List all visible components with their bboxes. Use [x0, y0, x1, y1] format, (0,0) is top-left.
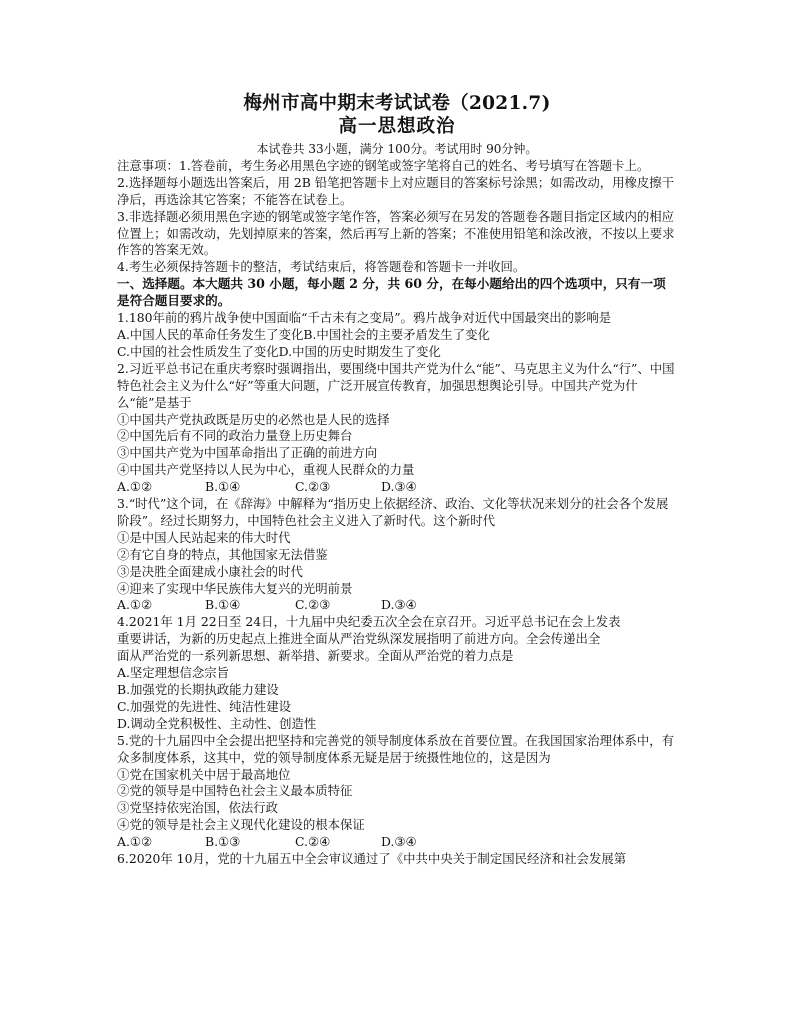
- q2-options: [117, 479, 677, 496]
- note-2: 2.选择题每小题选出答案后，用 2B 铅笔把答题卡上对应题目的答案标号涂黑；如需改动，用橡皮擦干净后，再选涂其它答案；不能答在试卷上。: [117, 174, 675, 207]
- q1-stem: 1.180年前的鸦片战争使中国面临“千古未有之变局”。鸦片战争对近代中国最突出的影响是: [117, 310, 612, 326]
- exam-content: [117, 93, 677, 868]
- q2-item-1: ①中国共产党执政既是历史的必然也是人民的选择: [117, 411, 390, 427]
- q1-option-d: D.中国的历史时期发生了变化: [278, 343, 441, 359]
- q4-option-c: C.加强党的先进性、纯洁性建设: [117, 698, 292, 714]
- q3-item-3: ③是决胜全面建成小康社会的时代: [117, 563, 303, 579]
- q2-option-b: B.①④: [205, 479, 241, 495]
- note-4: 4.考生必须保持答题卡的整洁，考试结束后，将答题卷和答题卡一并收回。: [117, 259, 526, 275]
- q1-options-row-2: [117, 344, 677, 361]
- q1-option-c: C.中国的社会性质发生了变化: [117, 343, 279, 359]
- q4-option-a: A.坚定理想信念宗旨: [117, 665, 230, 681]
- q2-option-d: D.③④: [381, 479, 417, 495]
- q2-item-4: ④中国共产党坚持以人民为中心，重视人民群众的力量: [117, 462, 415, 478]
- q1-option-a: A.中国人民的革命任务发生了变化: [117, 326, 304, 342]
- exam-title: 梅州市高中期末考试试卷（2021.7): [243, 93, 551, 114]
- q5-item-4: ④党的领导是社会主义现代化建设的根本保证: [117, 817, 365, 833]
- q3-option-d: D.③④: [381, 597, 417, 613]
- q2-option-c: C.②③: [295, 479, 331, 495]
- q6-stem: 6.2020年 10月，党的十九届五中全会审议通过了《中共中央关于制定国民经济和社会发展第: [117, 851, 627, 867]
- q3-item-2: ②有它自身的特点，其他国家无法借鉴: [117, 546, 328, 562]
- q3-option-a: A.①②: [117, 597, 153, 613]
- q5-option-b: B.①③: [205, 834, 241, 850]
- q2-stem: 2.习近平总书记在重庆考察时强调指出，要围绕中国共产党为什么“能”、马克思主义为什么“行”、中国特色社会主义为什么“好”等重大问题，广泛开展宣传教育，加强思想舆论引导。中国共产党为什么“能”是基于: [117, 360, 675, 410]
- note-1: 注意事项：1.答卷前，考生务必用黑色字迹的钢笔或签字笔将自己的姓名、考号填写在答题卡上。: [117, 157, 650, 173]
- q4-option-b: B.加强党的长期执政能力建设: [117, 682, 279, 697]
- q5-item-1: ①党在国家机关中居于最高地位: [117, 766, 291, 782]
- exam-subtitle: 高一思想政治: [338, 116, 456, 137]
- q5-options: [117, 834, 677, 851]
- q4-stem-line-1: 4.2021年 1月 22日至 24日，十九届中央纪委五次全会在京召开。习近平总书记在会上发表: [117, 614, 621, 630]
- exam-info: 本试卷共 33小题，满分 100分。考试用时 90分钟。: [256, 142, 538, 156]
- q5-option-a: A.①②: [117, 834, 153, 850]
- q4-stem-line-3: 面从严治党的一系列新思想、新举措、新要求。全面从严治党的着力点是: [117, 648, 514, 664]
- q1-option-b: B.中国社会的主要矛盾发生了变化: [303, 326, 490, 342]
- q4-option-d: D.调动全党积极性、主动性、创造性: [117, 715, 317, 731]
- q5-item-3: ③党坚持依宪治国，依法行政: [117, 800, 279, 816]
- q5-option-c: C.②④: [295, 834, 331, 850]
- q3-options: [117, 597, 677, 614]
- q2-item-2: ②中国先后有不同的政治力量登上历史舞台: [117, 428, 353, 444]
- section-heading: 一、选择题。本大题共 30 小题，每小题 2 分，共 60 分，在每小题给出的四个选项中，只有一项是符合题目要求的。: [117, 276, 666, 309]
- q4-stem-line-2: 重要讲话，为新的历史起点上推进全面从严治党纵深发展指明了前进方向。全会传递出全: [117, 631, 601, 647]
- q1-options-row-1: [117, 327, 677, 344]
- q3-item-1: ①是中国人民站起来的伟大时代: [117, 529, 291, 545]
- note-3: 3.非选择题必须用黑色字迹的钢笔或签字笔作答，答案必须写在另发的答题卷各题目指定区域内的相应位置上；如需改动，先划掉原来的答案，然后再写上新的答案；不准使用铅笔和涂改液，不按以上要求作答的答案无效。: [117, 208, 675, 258]
- q2-option-a: A.①②: [117, 479, 153, 495]
- q3-option-b: B.①④: [205, 597, 241, 613]
- q5-option-d: D.③④: [381, 834, 417, 850]
- q3-item-4: ④迎来了实现中华民族伟大复兴的光明前景: [117, 580, 353, 596]
- q2-item-3: ③中国共产党为中国革命指出了正确的前进方向: [117, 445, 378, 461]
- q5-stem: 5.党的十九届四中全会提出把坚持和完善党的领导制度体系放在首要位置。在我国国家治理体系中，有众多制度体系，这其中，党的领导制度体系无疑是居于统摄性地位的，这是因为: [117, 732, 675, 765]
- q3-option-c: C.②③: [295, 597, 331, 613]
- q3-stem: 3.“时代”这个词，在《辞海》中解释为“指历史上依据经济、政治、文化等状况来划分的社会各个发展阶段”。经过长期努力，中国特色社会主义进入了新时代。这个新时代: [117, 496, 669, 528]
- q5-item-2: ②党的领导是中国特色社会主义最本质特征: [117, 783, 353, 799]
